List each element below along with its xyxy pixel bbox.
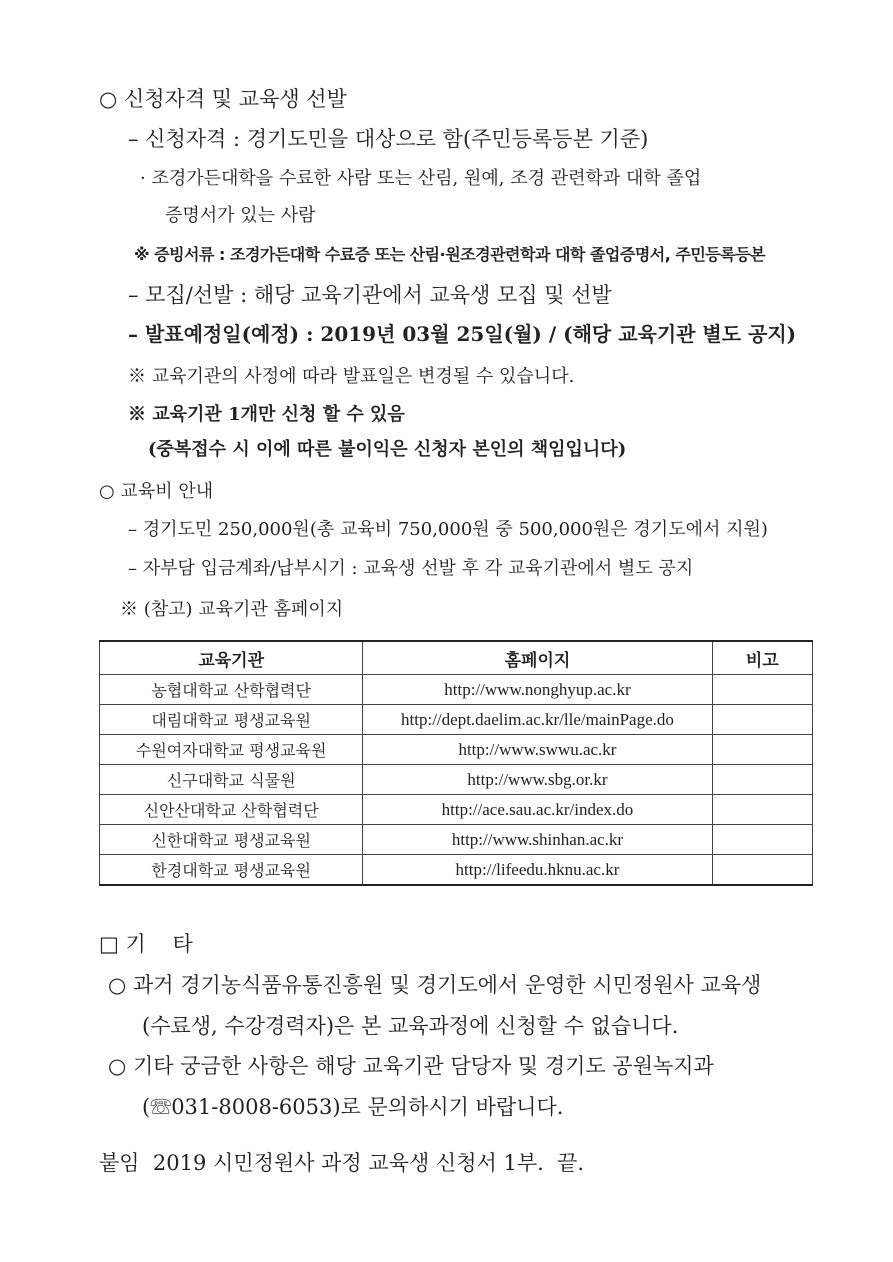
institution-name: 신한대학교 평생교육원 [100,825,363,855]
section-heading-other: □ 기 타 [99,932,193,956]
institution-note [712,705,812,735]
institution-url: http://www.nonghyup.ac.kr [363,675,712,705]
other-item-2-line-2: (☏031-8008-6053)로 문의하시기 바랍니다. [142,1095,564,1119]
note-change: ※ 교육기관의 사정에 따라 발표일은 변경될 수 있습니다. [128,366,575,387]
institution-url: http://dept.daelim.ac.kr/lle/mainPage.do [363,705,712,735]
table-row [100,735,813,765]
institution-note [712,675,812,705]
institution-note [712,795,812,825]
institution-name: 수원여자대학교 평생교육원 [100,735,363,765]
table-row [100,675,813,705]
institution-note [712,765,812,795]
institution-url: http://www.swwu.ac.kr [363,735,712,765]
institution-name: 한경대학교 평생교육원 [100,855,363,886]
institution-url: http://lifeedu.hknu.ac.kr [363,855,712,886]
other-item-1-line-2: (수료생, 수강경력자)은 본 교육과정에 신청할 수 없습니다. [142,1014,679,1038]
fee-text: – 경기도민 250,000원(총 교육비 750,000원 중 500,000원은 경기도에서 지원) [128,519,768,540]
announce-date: – 발표예정일(예정) : 2019년 03월 25일(월) / (해당 교육기관 별도 공지) [128,322,797,346]
other-item-1-line-1: ○ 과거 경기농식품유통진흥원 및 경기도에서 운영한 시민정원사 교육생 [108,973,762,997]
reference-note: ※ (참고) 교육기관 홈페이지 [120,599,344,620]
table-header-row [100,641,813,675]
institution-url: http://www.shinhan.ac.kr [363,825,712,855]
section-heading-eligibility: ○ 신청자격 및 교육생 선발 [99,87,347,111]
table-header-institution: 교육기관 [100,641,363,675]
section-heading-fee: ○ 교육비 안내 [99,481,214,502]
table-row [100,825,813,855]
other-item-2-line-1: ○ 기타 궁금한 사항은 해당 교육기관 담당자 및 경기도 공원녹지과 [108,1054,714,1078]
institution-name: 신안산대학교 산학협력단 [100,795,363,825]
institution-note [712,855,812,886]
institution-name: 농협대학교 산학협력단 [100,675,363,705]
institution-note [712,735,812,765]
note-one-institution: ※ 교육기관 1개만 신청 할 수 있음 [128,404,405,425]
table-row [100,705,813,735]
institution-url: http://www.sbg.or.kr [363,765,712,795]
table-row [100,795,813,825]
note-duplicate: (중복접수 시 이에 따른 불이익은 신청자 본인의 책임입니다) [148,439,627,460]
payment-text: – 자부담 입금계좌/납부시기 : 교육생 선발 후 각 교육기관에서 별도 공지 [128,558,694,579]
table-header-note: 비고 [712,641,812,675]
institution-note [712,825,812,855]
institution-name: 신구대학교 식물원 [100,765,363,795]
documents-note: ※ 증빙서류 : 조경가든대학 수료증 또는 산림·원조경관련학과 대학 졸업증명서, 주민등록등본 [134,245,766,264]
eligibility-text: – 신청자격 : 경기도민을 대상으로 함(주민등록등본 기준) [128,127,649,151]
institution-name: 대림대학교 평생교육원 [100,705,363,735]
institution-url: http://ace.sau.ac.kr/index.do [363,795,712,825]
table-row [100,855,813,886]
table-header-homepage: 홈페이지 [363,641,712,675]
institution-table [99,640,813,886]
recruit-text: – 모집/선발 : 해당 교육기관에서 교육생 모집 및 선발 [128,283,612,307]
condition-line-2: 증명서가 있는 사람 [165,205,316,226]
attachment-note: 붙임 2019 시민정원사 과정 교육생 신청서 1부. 끝. [99,1151,585,1175]
condition-line-1: · 조경가든대학을 수료한 사람 또는 산림, 원예, 조경 관련학과 대학 졸업 [140,168,702,189]
table-row [100,765,813,795]
